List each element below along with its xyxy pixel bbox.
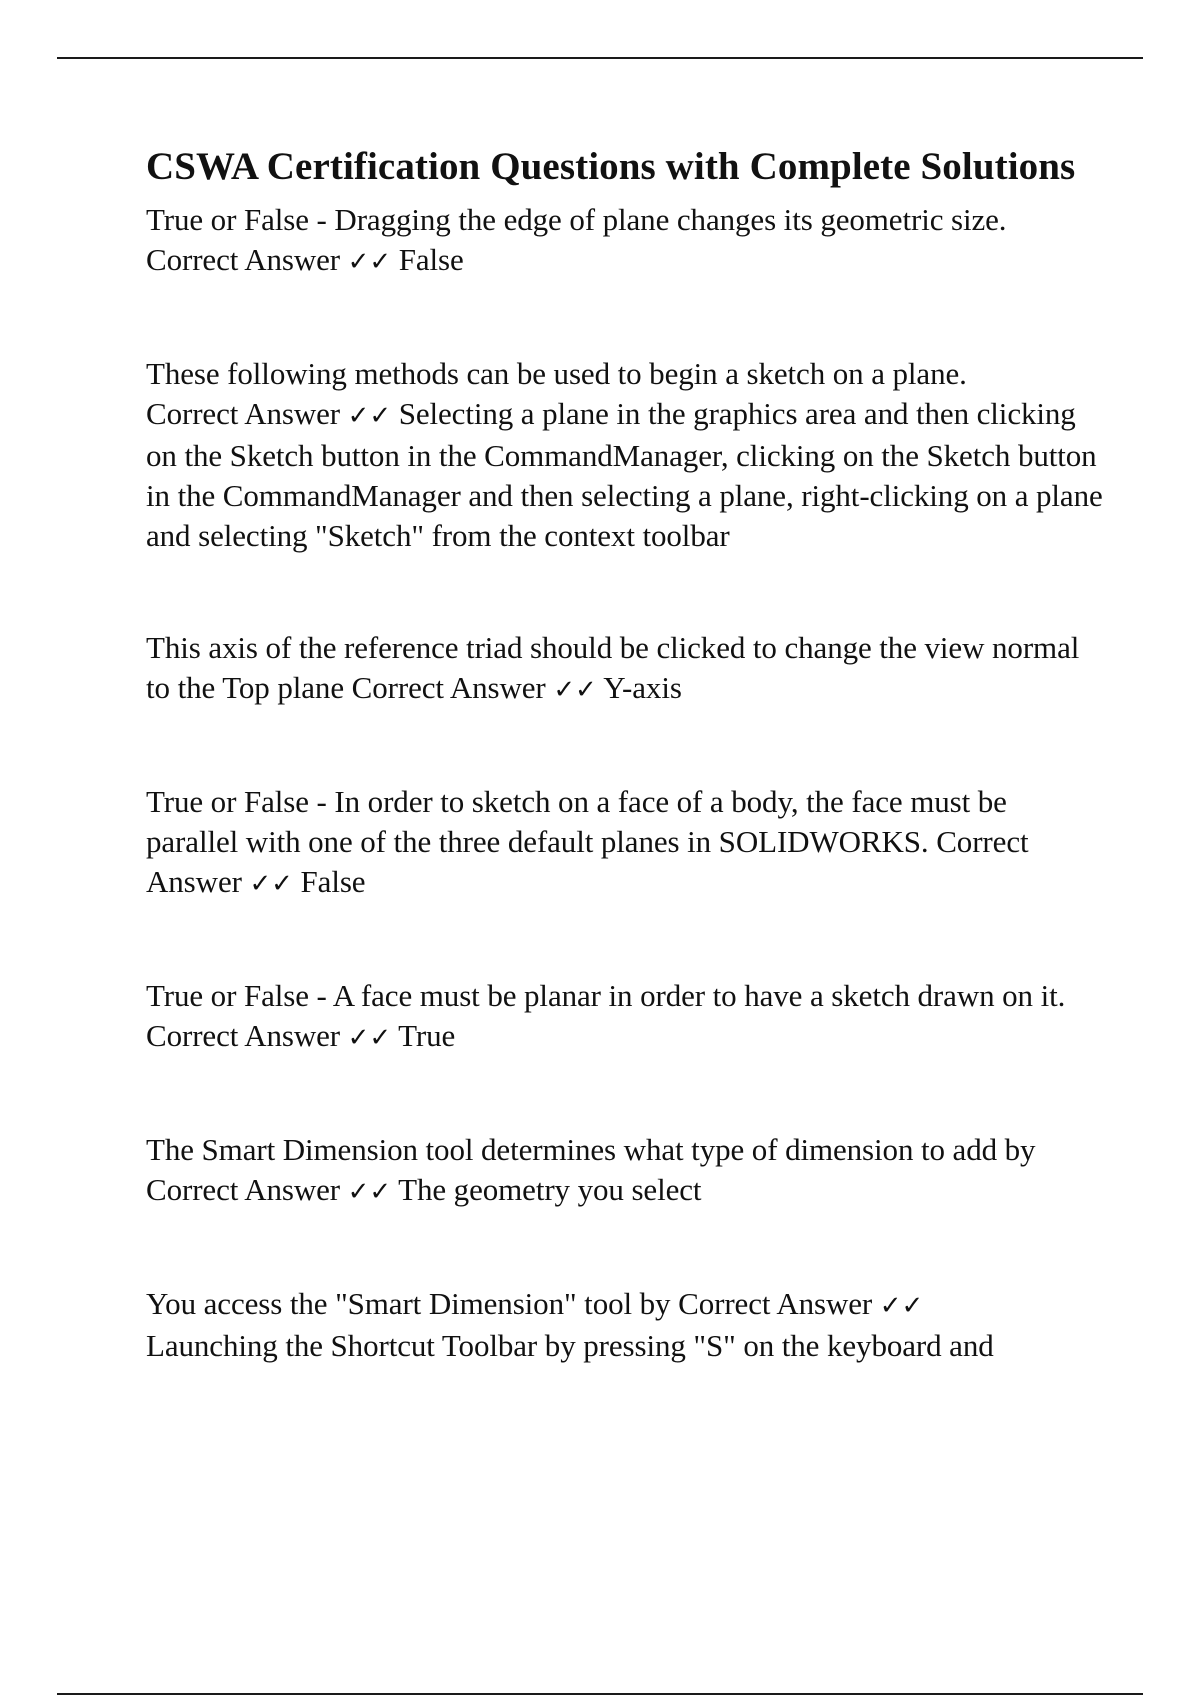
qa-item-7 [146,1284,1106,1366]
checkmark-icon: ✓✓ [879,1291,924,1321]
question-text: The Smart Dimension tool determines what type of dimension to add by [146,1132,1036,1167]
checkmark-icon: ✓✓ [249,869,293,899]
answer-prefix: Correct Answer [146,1172,341,1207]
answer-prefix: Correct Answer [351,670,546,705]
question-text: True or False - A face must be planar in order to have a sketch drawn on it. [146,978,1066,1013]
checkmark-icon: ✓✓ [553,675,597,705]
answer-prefix: Correct Answer [678,1286,873,1321]
checkmark-icon: ✓✓ [347,247,392,277]
qa-item-4 [146,782,1106,904]
answer-prefix: Correct Answer [146,1018,341,1053]
qa-item-6 [146,1130,1106,1212]
qa-item-5 [146,976,1106,1058]
qa-item-1 [146,200,1106,282]
question-text: These following methods can be used to begin a sketch on a plane. [146,356,967,391]
answer-text: False [398,242,464,277]
top-rule [57,57,1143,59]
answer-text: The geometry you select [398,1172,702,1207]
answer-prefix: Correct Answer [146,824,1029,899]
answer-prefix: Correct Answer [146,396,341,431]
qa-item-3 [146,628,1106,710]
question-text: This axis of the reference triad should be clicked to change the view normal to the Top plane [146,630,1080,705]
question-text: True or False - Dragging the edge of plane changes its geometric size. [146,202,1007,237]
answer-text: Y-axis [603,670,682,705]
answer-prefix: Correct Answer [146,242,341,277]
answer-text: False [300,864,366,899]
checkmark-icon: ✓✓ [347,401,392,431]
checkmark-icon: ✓✓ [347,1023,392,1053]
bottom-rule [57,1693,1143,1695]
answer-text: Selecting a plane in the graphics area and then clicking on the Sketch button in the CommandManager, clicking on the Sketch button in the CommandManager and then selecting a plane, right-clicking on a plane and selecting "Sketch" from the context toolbar [146,396,1103,553]
document-title: CSWA Certification Questions with Complete Solutions [146,145,1076,188]
question-text: You access the "Smart Dimension" tool by [146,1286,671,1321]
checkmark-icon: ✓✓ [347,1177,392,1207]
question-text: True or False - In order to sketch on a face of a body, the face must be parallel with one of the three default planes in SOLIDWORKS. [146,784,1007,859]
answer-text: Launching the Shortcut Toolbar by pressing "S" on the keyboard and [146,1328,994,1363]
answer-text: True [398,1018,456,1053]
document-body [146,142,1106,1438]
qa-item-2 [146,354,1106,556]
